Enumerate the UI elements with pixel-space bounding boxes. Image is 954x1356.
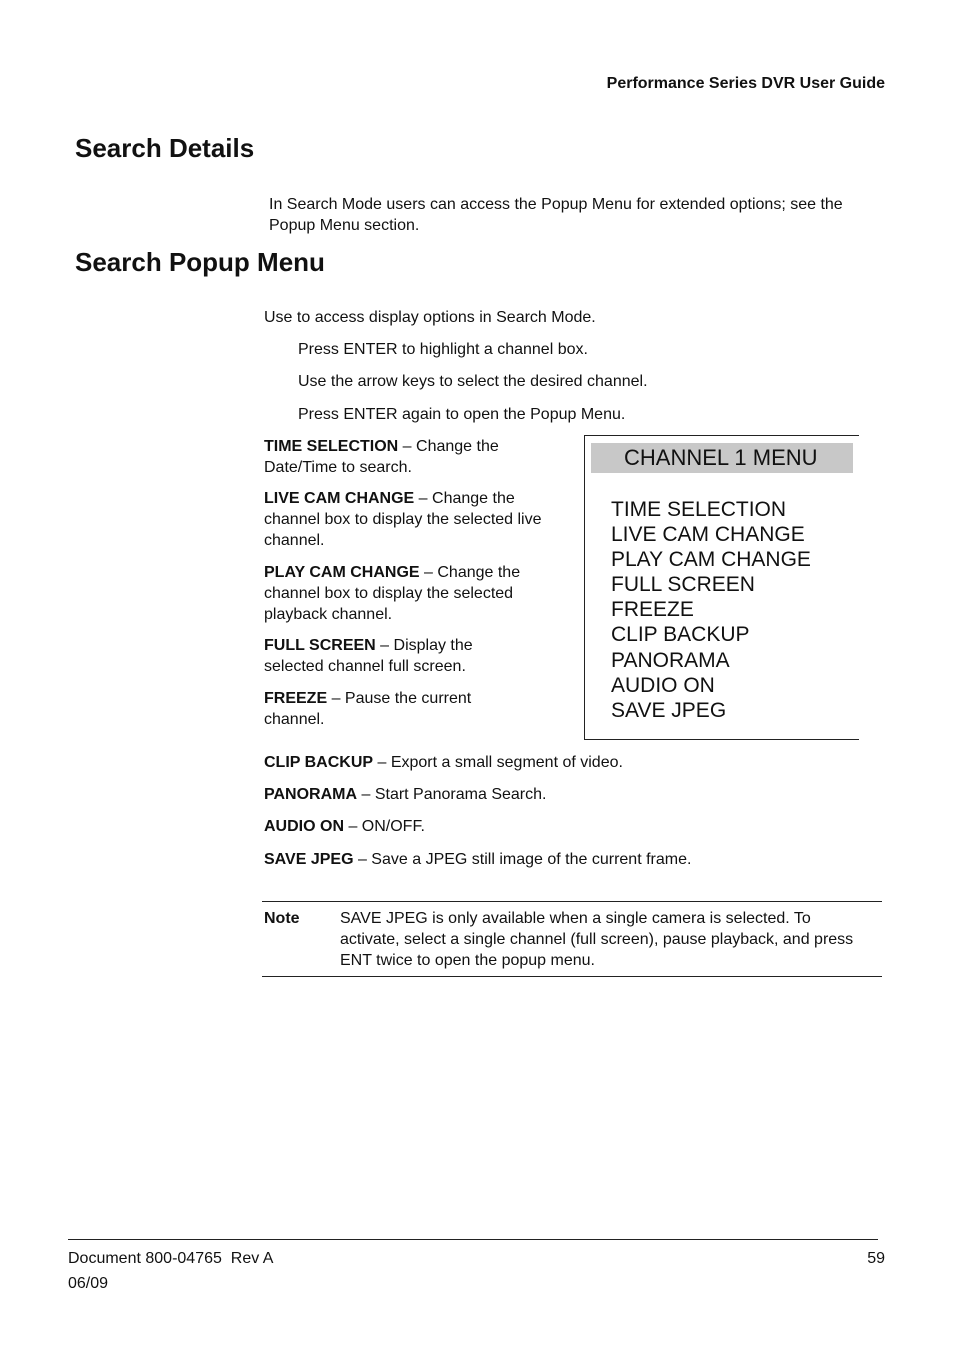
heading-search-details: Search Details: [75, 133, 255, 163]
item-desc: – Save a JPEG still image of the current frame.: [353, 851, 692, 868]
item-desc: – Export a small segment of video.: [373, 754, 623, 771]
running-header: Performance Series DVR User Guide: [606, 75, 885, 92]
menu-item: LIVE CAM CHANGE: [611, 523, 805, 547]
search-details-paragraph: In Search Mode users can access the Popup Menu for extended options; see the Popup Menu section.: [269, 196, 843, 234]
note-top-rule: [262, 901, 882, 902]
menu-item: FULL SCREEN: [611, 573, 755, 597]
footer-document: Document 800-04765 Rev A: [68, 1250, 274, 1267]
item-desc: – Change the channel box to display the selected playback channel.: [264, 564, 521, 623]
menu-item: TIME SELECTION: [611, 498, 787, 521]
step-2: Use the arrow keys to select the desired channel.: [298, 373, 648, 390]
item-term: PLAY CAM CHANGE: [264, 564, 420, 581]
item-freeze: [264, 688, 504, 730]
item-term: SAVE JPEG: [264, 851, 354, 868]
note-text: SAVE JPEG is only available when a single camera is selected. To activate, select a single channel (full screen), pause playback, and press ENT twice to open the popup menu.: [340, 910, 854, 969]
item-term: FULL SCREEN: [264, 637, 376, 654]
channel-menu-figure: [584, 435, 859, 740]
footer-rule: [68, 1239, 878, 1240]
note-bottom-rule: [262, 976, 882, 977]
menu-title: CHANNEL 1 MENU: [591, 443, 853, 473]
item-desc: – Change the Date/Time to search.: [264, 438, 499, 476]
item-desc: – Start Panorama Search.: [357, 786, 547, 803]
item-panorama: [264, 784, 546, 805]
note-label: Note: [264, 910, 300, 927]
menu-item: CLIP BACKUP: [611, 623, 750, 647]
item-desc: – ON/OFF.: [344, 818, 425, 835]
menu-item: AUDIO ON: [611, 673, 715, 697]
item-play-cam-change: [264, 562, 534, 625]
item-live-cam-change: [264, 488, 549, 551]
item-term: CLIP BACKUP: [264, 754, 374, 771]
menu-item: PLAY CAM CHANGE: [611, 548, 811, 572]
page-number: 59: [867, 1250, 885, 1267]
item-term: PANORAMA: [264, 786, 358, 803]
item-desc: – Change the channel box to display the selected live channel.: [264, 490, 542, 549]
item-term: FREEZE: [264, 690, 328, 707]
item-desc: – Display the selected channel full screen.: [264, 637, 473, 675]
item-time-selection: [264, 436, 544, 478]
item-save-jpeg: [264, 849, 691, 870]
item-clip-backup: [264, 752, 623, 773]
item-term: AUDIO ON: [264, 818, 344, 835]
step-1: Press ENTER to highlight a channel box.: [298, 341, 588, 358]
menu-item: PANORAMA: [611, 648, 730, 672]
item-term: TIME SELECTION: [264, 438, 399, 455]
heading-search-popup-menu: Search Popup Menu: [75, 247, 325, 277]
footer-date: 06/09: [68, 1275, 109, 1292]
item-full-screen: [264, 635, 514, 677]
menu-item: SAVE JPEG: [611, 698, 727, 722]
item-term: LIVE CAM CHANGE: [264, 490, 415, 507]
item-desc: – Pause the current channel.: [264, 690, 472, 728]
menu-list: [611, 497, 811, 723]
menu-item: FREEZE: [611, 598, 694, 622]
step-3: Press ENTER again to open the Popup Menu.: [298, 406, 626, 423]
intro-text: Use to access display options in Search Mode.: [264, 309, 596, 326]
item-audio-on: [264, 816, 425, 837]
